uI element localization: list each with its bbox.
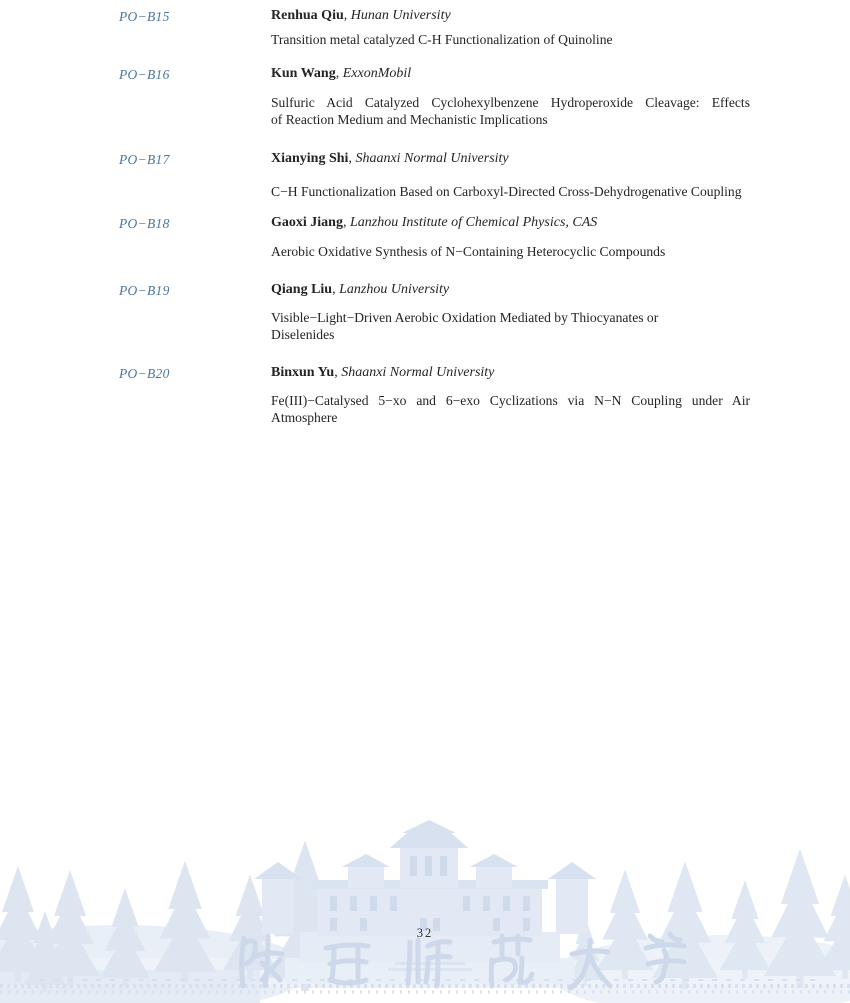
presenter-line [271,214,783,231]
program-entry [0,7,850,49]
title-line: Visible−Light−Driven Aerobic Oxidation Mediated by Thiocyanates or [271,310,659,325]
title-line: of Reaction Medium and Mechanistic Implications [271,111,548,127]
presenter-name: Qiang Liu [271,282,333,297]
talk-title [271,310,783,343]
title-line: C−H Functionalization Based on Carboxyl-Directed Cross-Dehydrogenative Coupling [271,184,742,199]
affiliation: ExxonMobil [342,66,412,81]
entry-content [271,150,783,201]
presenter-name: Xianying Shi [271,151,349,166]
title-line: Diselenides [271,326,335,342]
affiliation: Hunan University [350,8,451,23]
program-entry [0,65,850,128]
entry-code: PO−B16 [119,67,170,82]
campus-watermark-illustration [0,820,850,1003]
affiliation: Shaanxi Normal University [341,365,495,380]
affiliation: Lanzhou University [339,282,450,297]
page-number: 32 [416,926,434,940]
name-separator: , [348,151,356,166]
presenter-line [271,65,783,82]
presenter-line [271,150,783,167]
entry-code: PO−B17 [119,152,170,167]
program-entry [0,281,850,343]
entry-content [271,65,783,128]
talk-title [271,184,783,201]
program-entry [0,150,850,201]
title-line: Fe(III)−Catalysed 5−xo and 6−exo Cyclizations via N−N Coupling under Air [271,393,750,408]
presenter-line [271,7,783,24]
presenter-name: Renhua Qiu [271,8,344,23]
entry-code: PO−B18 [119,216,170,231]
title-line: Sulfuric Acid Catalyzed Cyclohexylbenzene Hydroperoxide Cleavage: Effects [271,95,750,110]
entry-content [271,214,783,261]
talk-title [271,393,783,426]
right-trees-icon [567,849,850,989]
title-line: Aerobic Oxidative Synthesis of N−Containing Heterocyclic Compounds [271,244,666,259]
talk-title [271,32,783,49]
entry-code: PO−B20 [119,366,170,381]
name-separator: , [343,8,351,23]
name-separator: , [334,365,342,380]
affiliation: Shaanxi Normal University [355,151,509,166]
program-entry [0,214,850,261]
presenter-name: Kun Wang [271,66,336,81]
presenter-line [271,281,783,298]
presenter-name: Binxun Yu [271,365,335,380]
presenter-line [271,364,783,381]
entry-code: PO−B19 [119,283,170,298]
entry-content [271,364,783,426]
entry-content [271,7,783,49]
name-separator: , [342,215,350,230]
title-line: Atmosphere [271,409,338,425]
name-separator: , [332,282,340,297]
program-entry [0,364,850,426]
affiliation: Lanzhou Institute of Chemical Physics, CAS [349,215,598,230]
entry-code: PO−B15 [119,9,170,24]
presenter-name: Gaoxi Jiang [271,215,343,230]
title-line: Transition metal catalyzed C-H Functionalization of Quinoline [271,32,613,47]
entry-content [271,281,783,343]
name-separator: , [335,66,343,81]
talk-title [271,244,783,261]
talk-title [271,95,783,128]
